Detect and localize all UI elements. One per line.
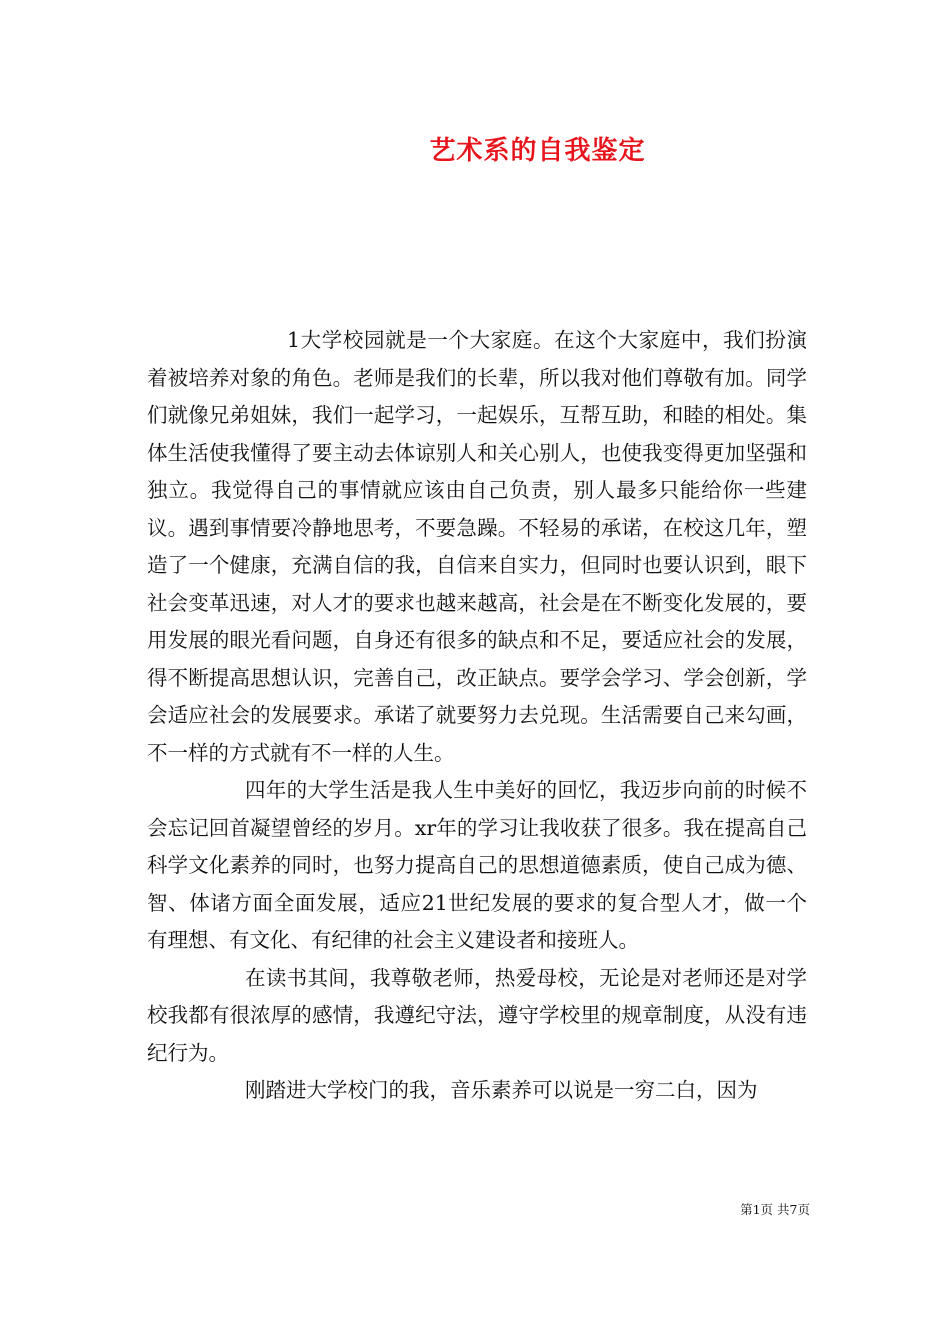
page-number: 第1页 共7页 — [740, 1202, 810, 1217]
paragraph-2: 四年的大学生活是我人生中美好的回忆，我迈步向前的时候不会忘记回首凝望曾经的岁月。xr年的学习让我收获了很多。我在提高自己科学文化素养的同时，也努力提高自己的思想道德素质，使自己成为德、智、体诸方面全面发展，适应21世纪发展的要求的复合型人才，做一个有理想、有文化、有纪律的社会主义建设者和接班人。 — [147, 778, 807, 952]
document-body — [147, 322, 807, 1110]
paragraph-3: 在读书其间，我尊敬老师，热爱母校，无论是对老师还是对学校我都有很浓厚的感情，我遵纪守法，遵守学校里的规章制度，从没有违纪行为。 — [147, 965, 807, 1065]
paragraph-1: 1大学校园就是一个大家庭。在这个大家庭中，我们扮演着被培养对象的角色。老师是我们的长辈，所以我对他们尊敬有加。同学们就像兄弟姐妹，我们一起学习，一起娱乐，互帮互助，和睦的相处。集体生活使我懂得了要主动去体谅别人和关心别人，也使我变得更加坚强和独立。我觉得自己的事情就应该由自己负责，别人最多只能给你一些建议。遇到事情要冷静地思考，不要急躁。不轻易的承诺，在校这几年，塑造了一个健康，充满自信的我，自信来自实力，但同时也要认识到，眼下社会变革迅速，对人才的要求也越来越高，社会是在不断变化发展的，要用发展的眼光看问题，自身还有很多的缺点和不足，要适应社会的发展，得不断提高思想认识，完善自己，改正缺点。要学会学习、学会创新，学会适应社会的发展要求。承诺了就要努力去兑现。生活需要自己来勾画，不一样的方式就有不一样的人生。 — [147, 328, 807, 765]
document-title: 艺术系的自我鉴定 — [429, 136, 646, 166]
paragraph-4: 刚踏进大学校门的我，音乐素养可以说是一穷二白，因为 — [245, 1078, 758, 1102]
